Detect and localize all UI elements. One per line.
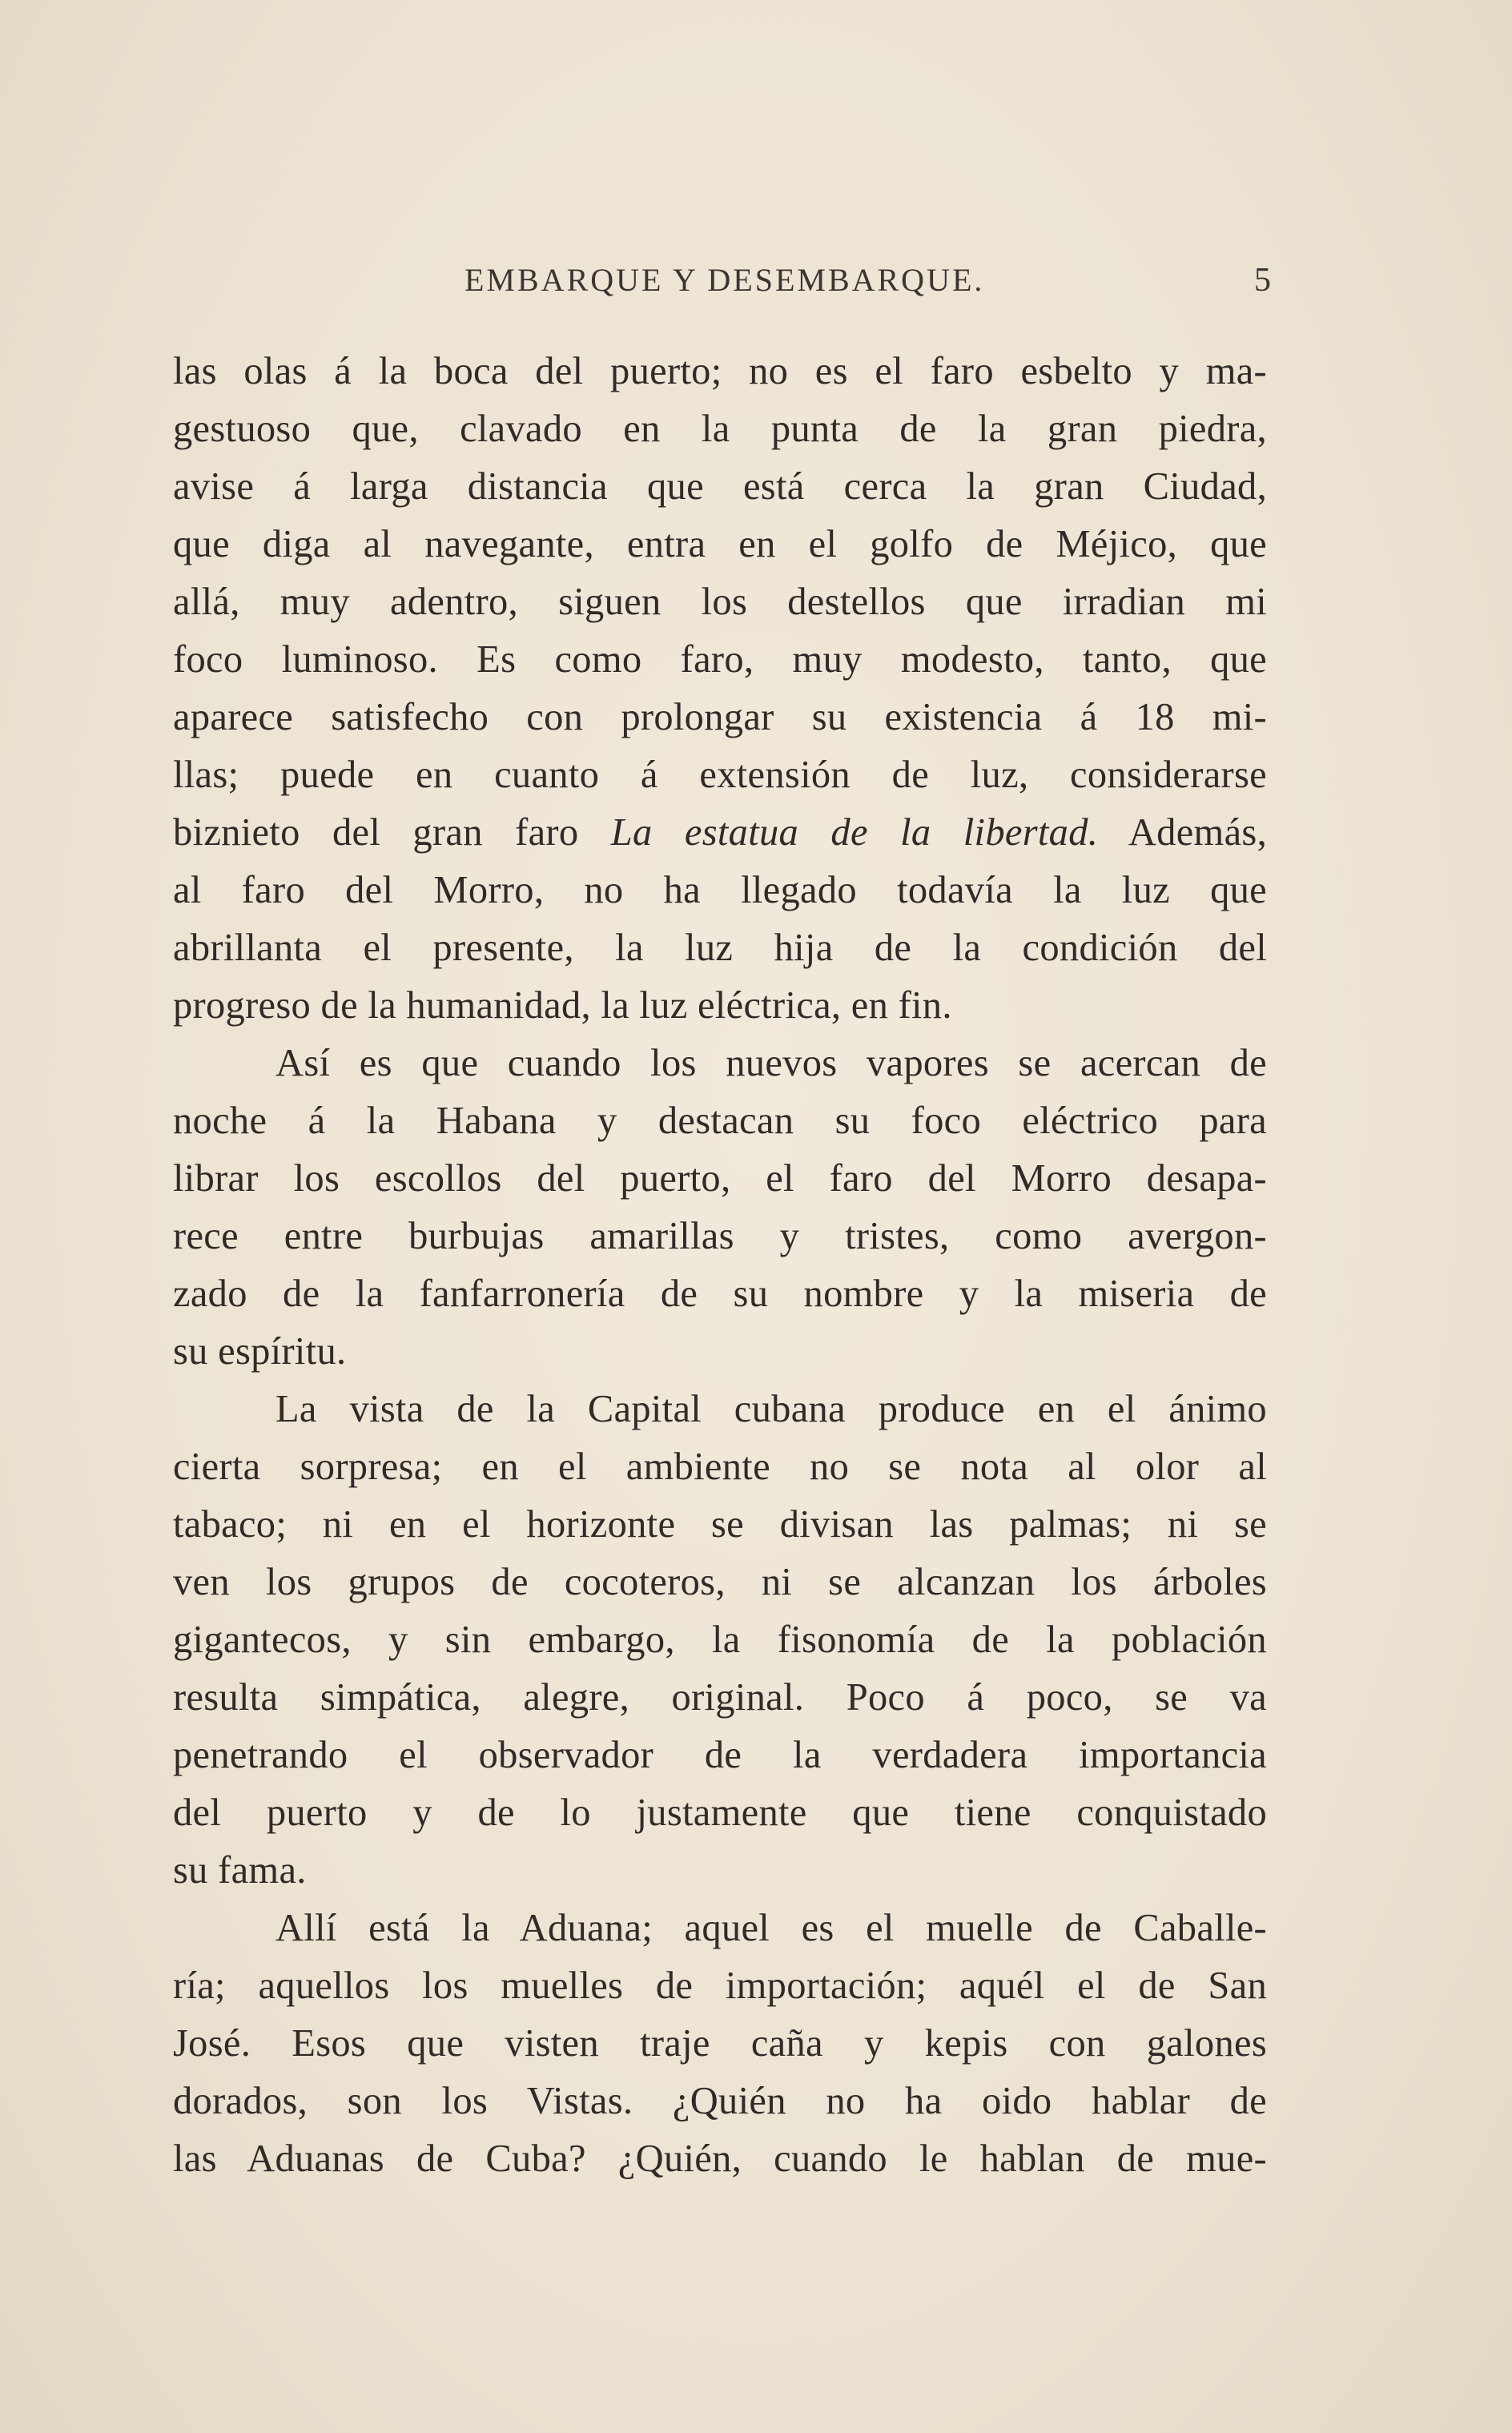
text-line: zado de la fanfarronería de su nombre y la miseria de — [173, 1273, 1267, 1315]
text-line: del puerto y de lo justamente que tiene conquistado — [173, 1792, 1267, 1834]
text-line: gigantecos, y sin embargo, la fisonomía de la población — [173, 1619, 1267, 1661]
text-line: su fama. — [173, 1849, 307, 1892]
text-line: librar los escollos del puerto, el faro del Morro desapa- — [173, 1157, 1267, 1200]
running-head — [464, 261, 1273, 301]
text-line: que diga al navegante, entra en el golfo de Méjico, que — [173, 523, 1267, 565]
line-text-after-title: Además, — [1098, 811, 1267, 854]
paragraph-first-line: Así es que cuando los nuevos vapores se acercan de — [275, 1042, 1267, 1084]
text-line: avise á larga distancia que está cerca la gran Ciudad, — [173, 465, 1267, 508]
running-head-title: EMBARQUE Y DESEMBARQUE. — [464, 262, 985, 298]
paragraph-first-line: La vista de la Capital cubana produce en el ánimo — [275, 1388, 1267, 1430]
text-line: abrillanta el presente, la luz hija de la condición del — [173, 927, 1267, 969]
text-line: tabaco; ni en el horizonte se divisan las palmas; ni se — [173, 1503, 1267, 1546]
text-line: llas; puede en cuanto á extensión de luz, considerarse — [173, 754, 1267, 796]
text-line: allá, muy adentro, siguen los destellos que irradian mi — [173, 581, 1267, 623]
page-number: 5 — [1254, 262, 1273, 299]
text-line: dorados, son los Vistas. ¿Quién no ha oido hablar de — [173, 2080, 1267, 2122]
text-line: ven los grupos de cocoteros, ni se alcanzan los árboles — [173, 1561, 1267, 1603]
text-line: las Aduanas de Cuba? ¿Quién, cuando le hablan de mue- — [173, 2137, 1267, 2180]
text-line: José. Esos que visten traje caña y kepis con galones — [173, 2022, 1267, 2065]
body-text — [173, 343, 1267, 2188]
text-line: al faro del Morro, no ha llegado todavía la luz que — [173, 869, 1267, 911]
text-line: noche á la Habana y destacan su foco eléctrico para — [173, 1100, 1267, 1142]
text-line: rece entre burbujas amarillas y tristes, como avergon- — [173, 1215, 1267, 1257]
text-line: ría; aquellos los muelles de importación; aquél el de San — [173, 1964, 1267, 2007]
text-line: su espíritu. — [173, 1330, 347, 1373]
text-line: progreso de la humanidad, la luz eléctrica, en fin. — [173, 984, 952, 1027]
line-text-before-title: biznieto del gran faro — [173, 811, 611, 854]
text-line-with-italic-title — [173, 804, 1267, 862]
text-line: aparece satisfecho con prolongar su existencia á 18 mi- — [173, 696, 1267, 738]
text-line: gestuoso que, clavado en la punta de la gran piedra, — [173, 408, 1267, 450]
text-line: las olas á la boca del puerto; no es el faro esbelto y ma- — [173, 350, 1267, 392]
paragraph-first-line: Allí está la Aduana; aquel es el muelle de Caballe- — [275, 1907, 1267, 1949]
text-line: cierta sorpresa; en el ambiente no se nota al olor al — [173, 1446, 1267, 1488]
text-line: foco luminoso. Es como faro, muy modesto, tanto, que — [173, 638, 1267, 681]
italic-title: La estatua de la libertad. — [610, 811, 1099, 854]
text-line: resulta simpática, alegre, original. Poco á poco, se va — [173, 1676, 1267, 1719]
text-line: penetrando el observador de la verdadera importancia — [173, 1734, 1267, 1776]
